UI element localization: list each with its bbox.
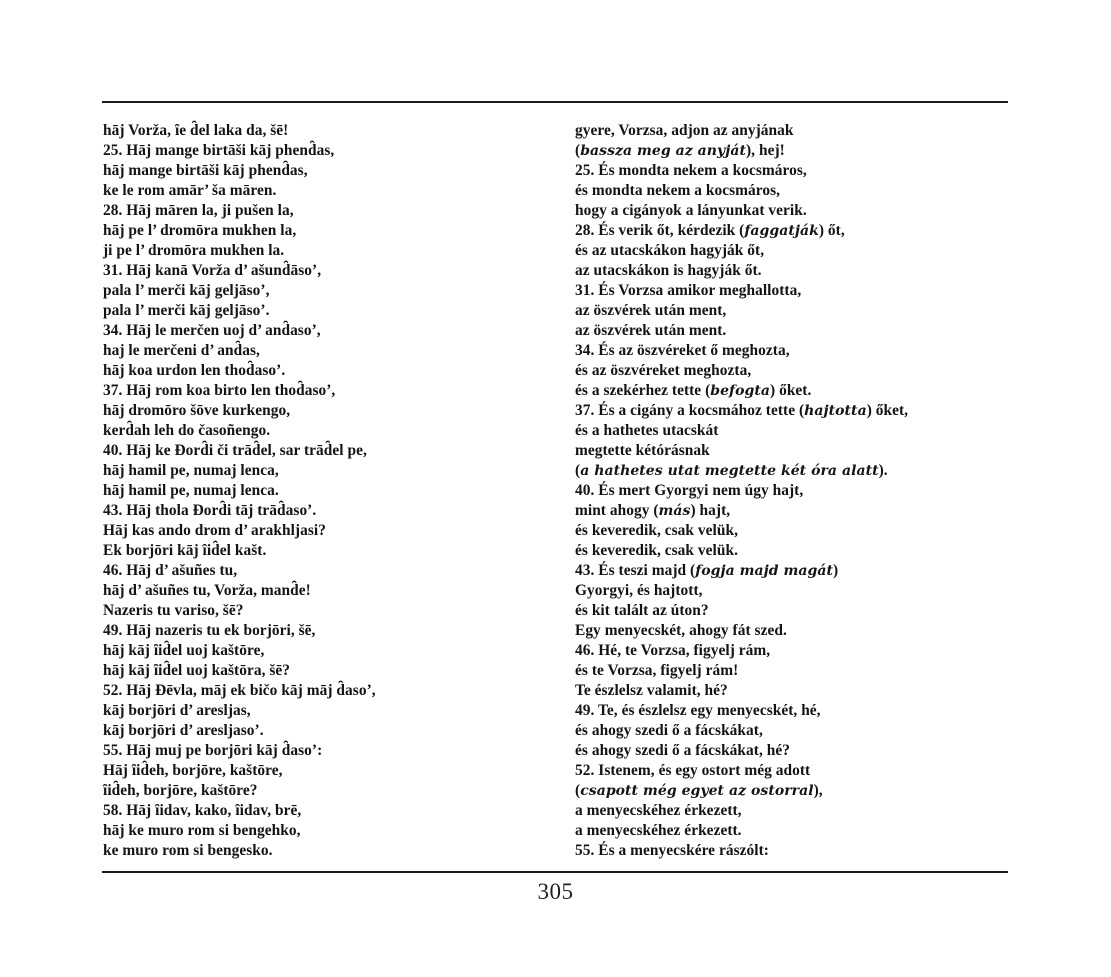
verse-line: 25. Hāj mange birtāši kāj phend̑as,: [103, 142, 335, 159]
translation-line: (a hathetes utat megtette két óra alatt).: [575, 462, 888, 479]
translation-line: és ahogy szedi ő a fácskákat, hé?: [575, 742, 790, 759]
translation-line: Egy menyecskét, ahogy fát szed.: [575, 622, 787, 639]
verse-line: ke le rom amār’ ša māren.: [103, 182, 277, 199]
translation-line: az öszvérek után ment,: [575, 302, 727, 319]
translation-line: 43. És teszi majd (fogja majd magát): [575, 562, 839, 579]
translation-line: és te Vorzsa, figyelj rám!: [575, 662, 739, 679]
translation-line: 46. Hé, te Vorzsa, figyelj rám,: [575, 642, 771, 659]
verse-line: hāj ke muro rom si bengehko,: [103, 822, 301, 839]
translation-line: és keveredik, csak velük,: [575, 522, 739, 539]
verse-line: 49. Hāj nazeris tu ek borjōri, šē,: [103, 622, 316, 639]
verse-line: 46. Hāj d’ ašuñes tu,: [103, 562, 238, 579]
translation-line: 28. És verik őt, kérdezik (faggatják) őt,: [575, 222, 845, 239]
hungarian-translation-column: [575, 121, 1015, 861]
verse-line: hāj koa urdon len thod̑aso’.: [103, 362, 286, 379]
translation-line: 49. Te, és észlelsz egy menyecskét, hé,: [575, 702, 821, 719]
translation-line: az öszvérek után ment.: [575, 322, 727, 339]
verse-line: 37. Hāj rom koa birto len thod̑aso’,: [103, 382, 336, 399]
romani-text-column: [103, 121, 543, 861]
translation-line: (csapott még egyet az ostorral),: [575, 782, 823, 799]
verse-line: 40. Hāj ke Ɖord̑i či trād̑el, sar trād̑el pe,: [103, 442, 367, 459]
translation-line: és az öszvéreket meghozta,: [575, 362, 752, 379]
verse-line: haj le merčeni d’ and̑as,: [103, 342, 260, 359]
translation-line: mint ahogy (más) hajt,: [575, 502, 731, 519]
verse-line: ke muro rom si bengesko.: [103, 842, 273, 859]
verse-line: Nazeris tu variso, šē?: [103, 602, 244, 619]
translation-line: 34. És az öszvéreket ő meghozta,: [575, 342, 790, 359]
translation-line: (bassza meg az anyját), hej!: [575, 142, 785, 159]
verse-line: hāj d’ ašuñes tu, Vorža, mand̑e!: [103, 582, 311, 599]
bottom-rule: [102, 871, 1008, 873]
top-rule: [102, 101, 1008, 103]
translation-line: és az utacskákon hagyják őt,: [575, 242, 765, 259]
translation-line: a menyecskéhez érkezett.: [575, 822, 742, 839]
translation-line: hogy a cigányok a lányunkat verik.: [575, 202, 807, 219]
translation-line: és keveredik, csak velük.: [575, 542, 739, 559]
verse-line: kāj borjōri d’ aresljas,: [103, 702, 251, 719]
translation-line: Gyorgyi, és hajtott,: [575, 582, 703, 599]
translation-line: 25. És mondta nekem a kocsmáros,: [575, 162, 807, 179]
translation-line: 31. És Vorzsa amikor meghallotta,: [575, 282, 802, 299]
translation-line: és a hathetes utacskát: [575, 422, 719, 439]
verse-line: Hāj kas ando drom d’ arakhljasi?: [103, 522, 326, 539]
translation-line: 52. Istenem, és egy ostort még adott: [575, 762, 811, 779]
translation-line: gyere, Vorzsa, adjon az anyjának: [575, 122, 794, 139]
translation-line: és kit talált az úton?: [575, 602, 709, 619]
verse-line: hāj kāj ȋid̑el uoj kaštōra, šē?: [103, 662, 291, 679]
translation-line: és ahogy szedi ő a fácskákat,: [575, 722, 763, 739]
verse-line: kerd̑ah leh do časoñengo.: [103, 422, 271, 439]
verse-line: 31. Hāj kanā Vorža d’ ašund̑āso’,: [103, 262, 322, 279]
translation-line: megtette kétórásnak: [575, 442, 710, 459]
translation-line: 40. És mert Gyorgyi nem úgy hajt,: [575, 482, 804, 499]
verse-line: 43. Hāj thola Ɖord̑i tāj trād̑aso’.: [103, 502, 317, 519]
verse-line: hāj pe l’ dromōra mukhen la,: [103, 222, 297, 239]
translation-line: az utacskákon is hagyják őt.: [575, 262, 762, 279]
verse-line: hāj kāj ȋid̑el uoj kaštōre,: [103, 642, 265, 659]
verse-line: hāj mange birtāši kāj phend̑as,: [103, 162, 308, 179]
verse-line: hāj hamil pe, numaj lenca.: [103, 482, 279, 499]
verse-line: ji pe l’ dromōra mukhen la.: [103, 242, 285, 259]
verse-line: pala l’ merči kāj geljāso’.: [103, 302, 270, 319]
translation-line: 55. És a menyecskére rászólt:: [575, 842, 769, 859]
translation-line: és a szekérhez tette (befogta) őket.: [575, 382, 812, 399]
verse-line: Hāj ȋid̑eh, borjōre, kaštōre,: [103, 762, 283, 779]
verse-line: kāj borjōri d’ aresljaso’.: [103, 722, 264, 739]
verse-line: 52. Hāj Ɖēvla, māj ek bičo kāj māj d̑aso’,: [103, 682, 376, 699]
translation-line: Te észlelsz valamit, hé?: [575, 682, 728, 699]
verse-line: 34. Hāj le merčen uoj d’ and̑aso’,: [103, 322, 321, 339]
verse-line: ȋid̑eh, borjōre, kaštōre?: [103, 782, 258, 799]
translation-line: a menyecskéhez érkezett,: [575, 802, 742, 819]
translation-line: és mondta nekem a kocsmáros,: [575, 182, 781, 199]
verse-line: 55. Hāj muj pe borjōri kāj d̑aso’:: [103, 742, 323, 759]
verse-line: pala l’ merči kāj geljāso’,: [103, 282, 270, 299]
verse-line: hāj Vorža, ȋe d̑el laka da, šē!: [103, 122, 289, 139]
verse-line: 28. Hāj māren la, ji pušen la,: [103, 202, 294, 219]
verse-line: hāj dromōro šōve kurkengo,: [103, 402, 291, 419]
page-number: 305: [537, 879, 574, 904]
verse-line: Ek borjōri kāj ȋid̑el kašt.: [103, 542, 267, 559]
translation-line: 37. És a cigány a kocsmához tette (hajtotta) őket,: [575, 402, 909, 419]
verse-line: hāj hamil pe, numaj lenca,: [103, 462, 279, 479]
verse-line: 58. Hāj ȋidav, kako, ȋidav, brē,: [103, 802, 302, 819]
